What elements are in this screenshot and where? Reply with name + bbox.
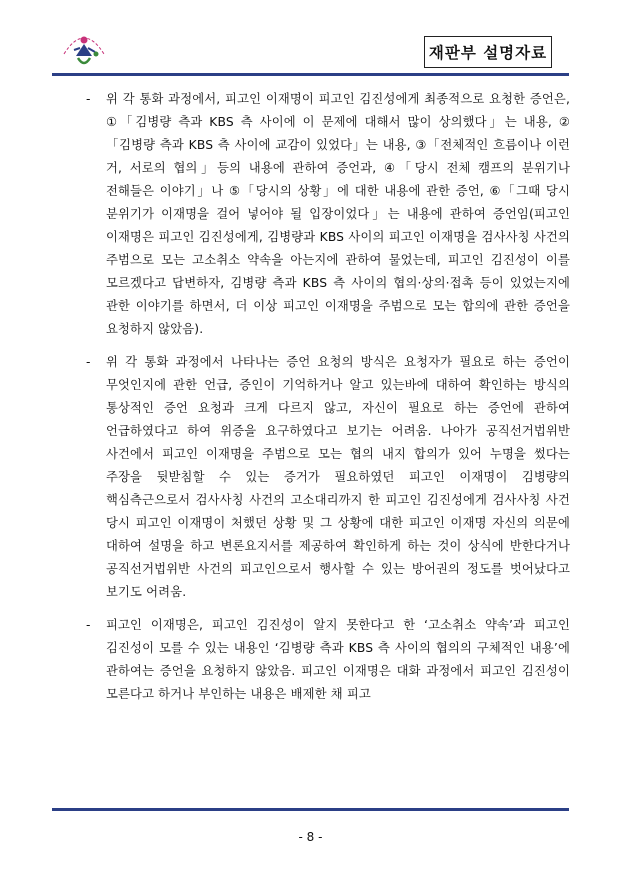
bullet-dash: - [86,92,91,106]
paragraph-text: 피고인 이재명은, 피고인 김진성이 알지 못한다고 한 ‘고소취소 약속’과 피고인 김진성이 모를 수 있는 내용인 ‘김병량 측과 KBS 측 사이의 협의의 구체적인 내용’에 관하여는 증언을 요청하지 않았음. 피고인 이재명은 대화 과정에서 피고인 김진성이 모른다고 하거나 부인하는 내용은 배제한 채 피고 [106,618,570,701]
document-body [82,88,570,716]
page-number: - 8 - [298,830,323,844]
header-rule [52,73,569,76]
court-emblem-icon [58,24,110,76]
header-label: 재판부 설명자료 [424,36,552,68]
paragraph-text: 위 각 통화 과정에서, 피고인 이재명이 피고인 김진성에게 최종적으로 요청한 증언은, ①「김병량 측과 KBS 측 사이에 이 문제에 대해서 많이 상의했다」는 내용, ②「김병량 측과 KBS 측 사이에 교감이 있었다」는 내용, ③「전체적인 흐름이나 이런 거, 서로의 협의」등의 내용에 관하여 증언과, ④「당시 전체 캠프의 분위기나 전해들은 이야기」나 ⑤「당시의 상황」에 대한 내용에 관한 증언, ⑥「그때 당시 분위기가 이재명을 걸어 넣어야 될 입장이었다」는 내용에 관하여 증언임(피고인 이재명은 피고인 김진성에게, 김병량과 KBS 사이의 피고인 이재명을 검사사칭 사건의 주범으로 모는 고소취소 약속을 아는지에 관하여 물었는데, 피고인 김진성이 이를 모르겠다고 답변하자, 김병량 측과 KBS 측 사이의 협의·상의·접촉 등이 있었는지에 관한 이야기를 하면서, 더 이상 피고인 이재명을 주범으로 모는 합의에 관한 증언을 요청하지 않았음). [106,92,570,336]
footer-rule [52,808,569,811]
paragraph [82,88,570,341]
paragraph [82,614,570,706]
bullet-dash: - [86,355,91,369]
paragraph [82,351,570,604]
bullet-dash: - [86,618,91,632]
paragraph-text: 위 각 통화 과정에서 나타나는 증언 요청의 방식은 요청자가 필요로 하는 증언이 무엇인지에 관한 언급, 증인이 기억하거나 알고 있는바에 대하여 확인하는 방식의 통상적인 증언 요청과 크게 다르지 않고, 자신이 필요로 하는 증언에 관하여 언급하였다고 하여 위증을 요구하였다고 보기는 어려움. 나아가 공직선거법위반 사건에서 피고인 이재명을 주범으로 모는 협의 내지 합의가 있어 누명을 썼다는 주장을 뒷받침할 수 있는 증거가 필요하였던 피고인 이재명이 김병량의 핵심측근으로서 검사사칭 사건의 고소대리까지 한 피고인 김진성에게 검사사칭 사건 당시 피고인 이재명이 처했던 상황 및 그 상황에 대한 피고인 이재명 자신의 의문에 대하여 설명을 하고 변론요지서를 제공하여 확인하게 하는 것이 상식에 반한다거나 공직선거법위반 사건의 피고인으로서 행사할 수 있는 방어권의 정도를 벗어났다고 보기도 어려움. [106,355,570,599]
